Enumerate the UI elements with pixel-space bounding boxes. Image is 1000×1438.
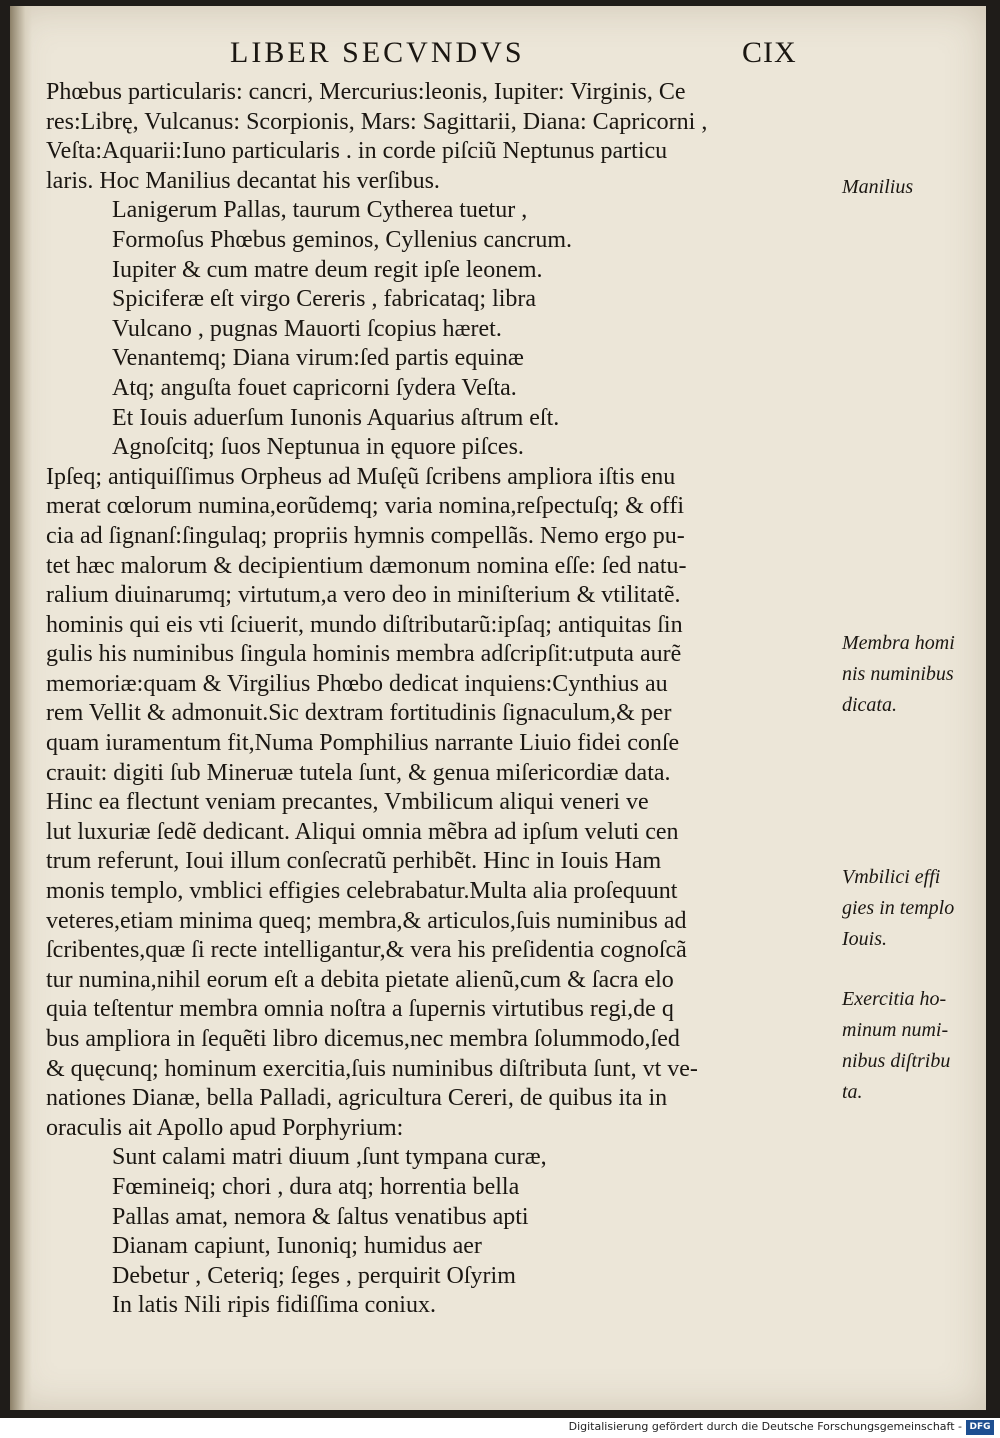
margin-note-line: ta. — [842, 1081, 863, 1103]
verse-line: Agnoſcitq; ſuos Neptunua in ęquore piſces. — [112, 434, 524, 461]
margin-note-line: Manilius — [842, 176, 914, 198]
main-text — [46, 78, 836, 1321]
folio-number: CIX — [742, 36, 797, 69]
verse-line: Spiciferæ eſt virgo Cereris , fabricataq; libra — [112, 286, 537, 313]
margin-note-line: Exercitia ho- — [842, 988, 947, 1010]
text-line: gulis his numinibus ſingula hominis membra adſcripſit:utputa aurẽ — [46, 641, 682, 668]
verse-line: In latis Nili ripis fidiſſima coniux. — [112, 1292, 436, 1319]
verse-line: Venantemq; Diana virum:ſed partis equinæ — [112, 345, 524, 372]
text-line: lut luxuriæ ſedẽ dedicant. Aliqui omnia mẽbra ad ipſum veluti cen — [46, 818, 679, 845]
text-line: laris. Hoc Manilius decantat his verſibus. — [46, 167, 440, 194]
dfg-logo: DFG — [966, 1420, 994, 1435]
text-line: rem Vellit & admonuit.Sic dextram fortitudinis ſignaculum,& per — [46, 700, 672, 727]
text-line: quia teſtentur membra omnia noſtra a ſupernis virtutibus regi,de q — [46, 996, 674, 1023]
verse-line: Vulcano , pugnas Mauorti ſcopius hæret. — [112, 315, 502, 342]
text-line: res:Librę, Vulcanus: Scorpionis, Mars: Sagittarii, Diana: Capricorni , — [46, 108, 708, 135]
verse-line: Et Iouis aduerſum Iunonis Aquarius aſtrum eſt. — [112, 404, 560, 431]
text-line: Hinc ea flectunt veniam precantes, Vmbilicum aliqui veneri ve — [46, 789, 649, 816]
text-line: trum referunt, Ioui illum conſecratũ perhibẽt. Hinc in Iouis Ham — [46, 848, 662, 875]
verse-line: Pallas amat, nemora & ſaltus venatibus apti — [112, 1203, 529, 1230]
text-line: crauit: digiti ſub Mineruæ tutela ſunt, & genua miſericordiæ data. — [46, 759, 671, 786]
text-line: tet hæc malorum & decipientium dæmonum nomina eſſe: ſed natu- — [46, 552, 687, 579]
text-line: memoriæ:quam & Virgilius Phœbo dedicat inquiens:Cynthius au — [46, 670, 668, 697]
digitization-footer — [0, 1418, 1000, 1438]
verse-line: Dianam capiunt, Iunoniq; humidus aer — [112, 1233, 482, 1260]
text-line: tur numina,nihil eorum eſt a debita pietate alienũ,cum & ſacra elo — [46, 966, 674, 993]
book-page — [10, 6, 986, 1410]
margin-note-line: minum numi- — [842, 1019, 949, 1041]
margin-note-line: Membra homi — [842, 632, 955, 654]
text-line: Ipſeq; antiquiſſimus Orpheus ad Muſęũ ſcribens ampliora iſtis enu — [46, 463, 676, 490]
margin-note-manilius — [842, 172, 982, 203]
margin-note-line: gies in templo — [842, 897, 955, 919]
margin-note-vmbilici — [842, 862, 982, 955]
text-line: bus ampliora in ſequẽti libro dicemus,nec membra ſolummodo,ſed — [46, 1026, 680, 1052]
verse-line: Iupiter & cum matre deum regit ipſe leonem. — [112, 256, 543, 283]
text-line: cia ad ſignanſ:ſingulaq; propriis hymnis compellãs. Nemo ergo pu- — [46, 522, 685, 549]
verse-line: Lanigerum Pallas, taurum Cytherea tuetur , — [112, 197, 528, 224]
text-line: merat cœlorum numina,eorũdemq; varia nomina,reſpectuſq; & offi — [46, 493, 685, 520]
margin-note-exercitia — [842, 984, 982, 1108]
text-line: quam iuramentum fit,Numa Pomphilius narrante Liuio fidei conſe — [46, 730, 680, 757]
verse-line: Atq; anguſta fouet capricorni ſydera Veſta. — [112, 374, 517, 401]
text-line: hominis qui eis vti ſciuerit, mundo diſtributarũ:ipſaq; antiquitas ſin — [46, 611, 683, 638]
text-line: Phœbus particularis: cancri, Mercurius:leonis, Iupiter: Virginis, Ce — [46, 79, 686, 105]
text-line: & quęcunq; hominum exercitia,ſuis numinibus diſtributa ſunt, vt ve- — [46, 1055, 698, 1082]
page-header — [230, 36, 797, 76]
binding-edge — [10, 6, 32, 1410]
text-line: Veſta:Aquarii:Iuno particularis . in corde piſciũ Neptunus particu — [46, 138, 668, 165]
funding-credit: Digitalisierung gefördert durch die Deutsche Forschungsgemeinschaft - — [568, 1420, 962, 1433]
text-line: monis templo, vmblici effigies celebrabatur.Multa alia proſequunt — [46, 878, 678, 905]
verse-line: Sunt calami matri diuum ,ſunt tympana curæ, — [112, 1144, 547, 1171]
text-line: veteres,etiam minima queq; membra,& articulos,ſuis numinibus ad — [46, 907, 687, 934]
text-line: ſcribentes,quæ ſi recte intelligantur,& vera his preſidentia cognoſcã — [46, 937, 687, 964]
running-title: LIBER SECVNDVS — [230, 36, 525, 69]
verse-line: Debetur , Ceteriq; ſeges , perquirit Oſyrim — [112, 1262, 516, 1289]
margin-note-line: nis numinibus — [842, 663, 954, 685]
verse-line: Fœmineiq; chori , dura atq; horrentia bella — [112, 1173, 520, 1200]
text-line: oraculis ait Apollo apud Porphyrium: — [46, 1114, 404, 1141]
margin-note-line: Vmbilici effi — [842, 866, 941, 888]
text-line: nationes Dianæ, bella Palladi, agricultura Cereri, de quibus ita in — [46, 1085, 668, 1112]
margin-note-membra — [842, 628, 982, 721]
margin-note-line: Iouis. — [842, 928, 887, 950]
margin-note-line: dicata. — [842, 694, 897, 716]
text-line: ralium diuinarumq; virtutum,a vero deo in miniſterium & vtilitatẽ. — [46, 582, 681, 609]
margin-note-line: nibus diſtribu — [842, 1050, 951, 1072]
verse-line: Formoſus Phœbus geminos, Cyllenius cancrum. — [112, 226, 572, 253]
